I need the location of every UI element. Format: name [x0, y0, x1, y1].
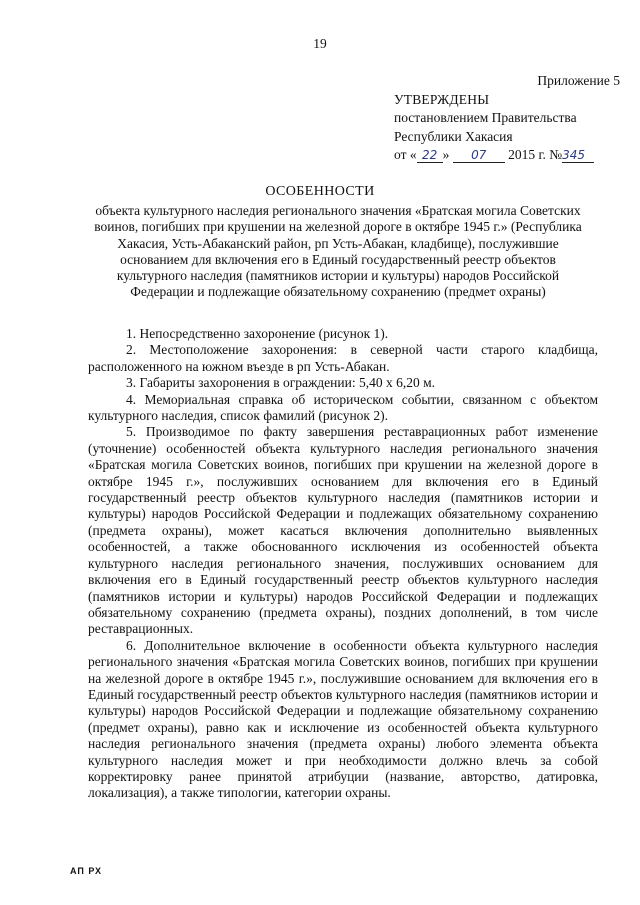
approval-date-line [394, 146, 624, 165]
date-month-handwritten: 07 [453, 148, 505, 163]
document-title: ОСОБЕННОСТИ [265, 184, 375, 199]
paragraph-4: 4. Мемориальная справка об историческом событии, связанном с объектом культурного наследия, список фамилий (рисунок 2). [88, 391, 598, 424]
date-separator: » [442, 147, 450, 162]
decree-number-handwritten: 345 [562, 148, 594, 163]
paragraph-5: 5. Производимое по факту завершения реставрационных работ изменение (уточнение) особенностей объекта культурного наследия регионального значения «Братская могила Советских воинов, погибших при крушении на железной дороге в октябре 1945 г.», послуживших основанием для включения его в Единый государственный реестр объектов культурного наследия (памятников истории и культуры) народов Российской Федерации и подлежащих обязательному сохранению (предмета охраны), может касаться включения дополнительно выявленных особенностей, а также обоснованного исключения из особенностей объекта культурного наследия регионального значения, послуживших основанием для включения его в Единый государственный реестр объектов культурного наследия (памятников истории и культуры) народов Российской Федерации и подлежащих обязательному сохранению (предмета охраны), поздних дополнений, в том числе реставрационных. [88, 424, 598, 637]
date-prefix: от « [394, 147, 417, 162]
document-body [88, 326, 598, 802]
page-number: 19 [313, 36, 327, 51]
paragraph-3: 3. Габариты захоронения в ограждении: 5,40 х 6,20 м. [126, 375, 436, 391]
approval-block [394, 72, 624, 165]
approved-heading: УТВЕРЖДЕНЫ [394, 91, 490, 107]
approval-line-2: Республики Хакасия [394, 128, 513, 144]
appendix-label: Приложение 5 [537, 73, 620, 88]
date-year: 2015 г. № [508, 147, 563, 162]
date-day-handwritten: 22 [417, 148, 443, 163]
archive-stamp: АП РХ [70, 866, 103, 876]
paragraph-1: 1. Непосредственно захоронение (рисунок 1). [126, 326, 389, 341]
paragraph-2: 2. Местоположение захоронения: в северной части старого кладбища, расположенного на южном въезде в рп Усть-Абакан. [88, 342, 598, 374]
approval-line-1: постановлением Правительства [394, 110, 577, 125]
document-subtitle: объекта культурного наследия регионального значения «Братская могила Советских воинов, погибших при крушении на железной дороге в октябре 1945 г.» (Республика Хакасия, Усть-Абаканский район, рп Усть-Абакан, кладбище), послужившие основанием для включения его в Единый государственный реестр объектов культурного наследия (памятников истории и культуры) народов Российской Федерации и подлежащие обязательному сохранению (предмет охраны) [94, 203, 582, 300]
paragraph-6: 6. Дополнительное включение в особенности объекта культурного наследия регионального значения «Братская могила Советских воинов, погибших при крушении на железной дороге в октябре 1945 г.», послужившие основанием для включения его в Единый государственный реестр объектов культурного наследия (памятников истории и культуры) народов Российской Федерации и подлежащие обязательному сохранению (предмет охраны), равно как и исключение из особенностей объекта культурного наследия регионального значения (предмета охраны) любого элемента объекта культурного наследия может и при необходимости должно влечь за собой корректировку ранее принятой атрибуции (название, авторство, датировка, локализация), а также типологии, категории охраны. [88, 637, 598, 801]
